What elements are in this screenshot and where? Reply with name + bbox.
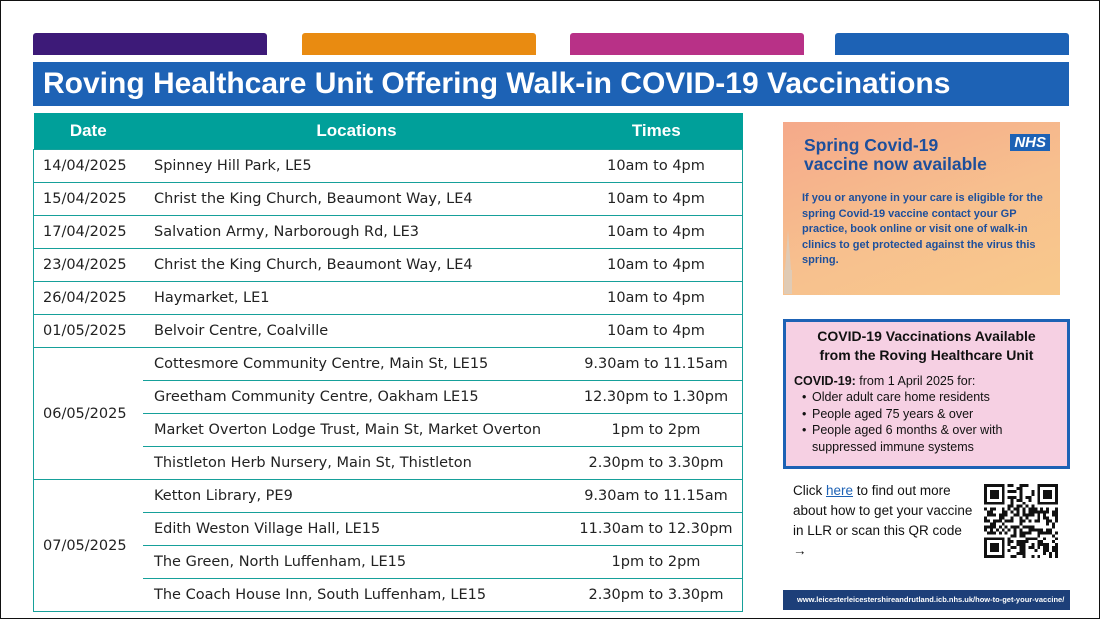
location-cell: Spinney Hill Park, LE5 [143,150,570,183]
time-cell: 2.30pm to 3.30pm [570,447,743,480]
location-cell: The Green, North Luffenham, LE15 [143,546,570,579]
time-cell: 10am to 4pm [570,282,743,315]
header-locations: Locations [143,113,570,150]
spring-vaccine-panel [783,122,1060,295]
time-cell: 10am to 4pm [570,249,743,282]
date-cell: 14/04/2025 [34,150,144,183]
schedule-body [34,150,743,612]
date-cell: 01/05/2025 [34,315,144,348]
table-header-row [34,113,743,150]
schedule-table [33,113,743,612]
location-cell: The Coach House Inn, South Luffenham, LE15 [143,579,570,612]
time-cell: 9.30am to 11.15am [570,348,743,381]
spring-body: If you or anyone in your care is eligible for the spring Covid-19 vaccine contact your GP practice, book online or visit one of walk-in clinics to get protected against the virus this spring. [802,192,1043,266]
time-cell: 10am to 4pm [570,150,743,183]
date-cell: 23/04/2025 [34,249,144,282]
spire-icon [781,230,795,294]
here-link[interactable]: here [826,483,854,498]
table-row [34,480,743,513]
table-row [34,249,743,282]
header-date: Date [34,113,144,150]
location-cell: Thistleton Herb Nursery, Main St, Thistleton [143,447,570,480]
location-cell: Belvoir Centre, Coalville [143,315,570,348]
more-info-prefix: Click [793,483,826,498]
location-cell: Salvation Army, Narborough Rd, LE3 [143,216,570,249]
eligibility-list [786,389,1067,455]
location-cell: Market Overton Lodge Trust, Main St, Market Overton [143,414,570,447]
time-cell: 9.30am to 11.15am [570,480,743,513]
spring-heading-line2: vaccine now available [804,154,987,174]
time-cell: 10am to 4pm [570,315,743,348]
date-cell: 06/05/2025 [34,348,144,480]
more-info-text [793,481,973,561]
location-cell: Ketton Library, PE9 [143,480,570,513]
time-cell: 11.30am to 12.30pm [570,513,743,546]
table-row [34,282,743,315]
location-cell: Haymarket, LE1 [143,282,570,315]
date-cell: 07/05/2025 [34,480,144,612]
table-row [34,348,743,381]
nhs-logo: NHS [1010,134,1050,151]
qr-code-icon[interactable] [984,484,1058,558]
location-cell: Edith Weston Village Hall, LE15 [143,513,570,546]
time-cell: 10am to 4pm [570,216,743,249]
location-cell: Christ the King Church, Beaumont Way, LE4 [143,249,570,282]
spring-heading-line1: Spring Covid-19 [804,135,939,155]
date-cell: 15/04/2025 [34,183,144,216]
time-cell: 1pm to 2pm [570,414,743,447]
color-bar-blue [835,33,1069,55]
location-cell: Cottesmore Community Centre, Main St, LE15 [143,348,570,381]
time-cell: 12.30pm to 1.30pm [570,381,743,414]
roving-intro [794,373,1067,389]
time-cell: 1pm to 2pm [570,546,743,579]
roving-unit-panel [783,319,1070,469]
color-bar-magenta [570,33,804,55]
roving-intro-text: from 1 April 2025 for: [855,374,976,388]
eligibility-item: • People aged 6 months & over with suppressed immune systems [804,422,1067,455]
time-cell: 2.30pm to 3.30pm [570,579,743,612]
more-info-suffix: to find out more about how to get your vaccine in LLR or scan this QR code → [793,483,973,558]
roving-heading [786,327,1067,365]
location-cell: Greetham Community Centre, Oakham LE15 [143,381,570,414]
url-banner[interactable]: www.leicesterleicestershireandrutland.icb.nhs.uk/how-to-get-your-vaccine/ [783,590,1070,610]
page-title: Roving Healthcare Unit Offering Walk-in COVID-19 Vaccinations [33,62,1069,106]
header-times: Times [570,113,743,150]
date-cell: 26/04/2025 [34,282,144,315]
eligibility-item: • People aged 75 years & over [804,406,1067,423]
table-row [34,183,743,216]
table-row [34,216,743,249]
color-bar-purple [33,33,267,55]
time-cell: 10am to 4pm [570,183,743,216]
color-bar-orange [302,33,536,55]
location-cell: Christ the King Church, Beaumont Way, LE4 [143,183,570,216]
date-cell: 17/04/2025 [34,216,144,249]
roving-heading-line2: from the Roving Healthcare Unit [819,347,1034,363]
spring-heading [804,136,987,174]
table-row [34,315,743,348]
eligibility-item: • Older adult care home residents [804,389,1067,406]
roving-intro-label: COVID-19: [794,374,856,388]
table-row [34,150,743,183]
roving-heading-line1: COVID-19 Vaccinations Available [817,328,1036,344]
